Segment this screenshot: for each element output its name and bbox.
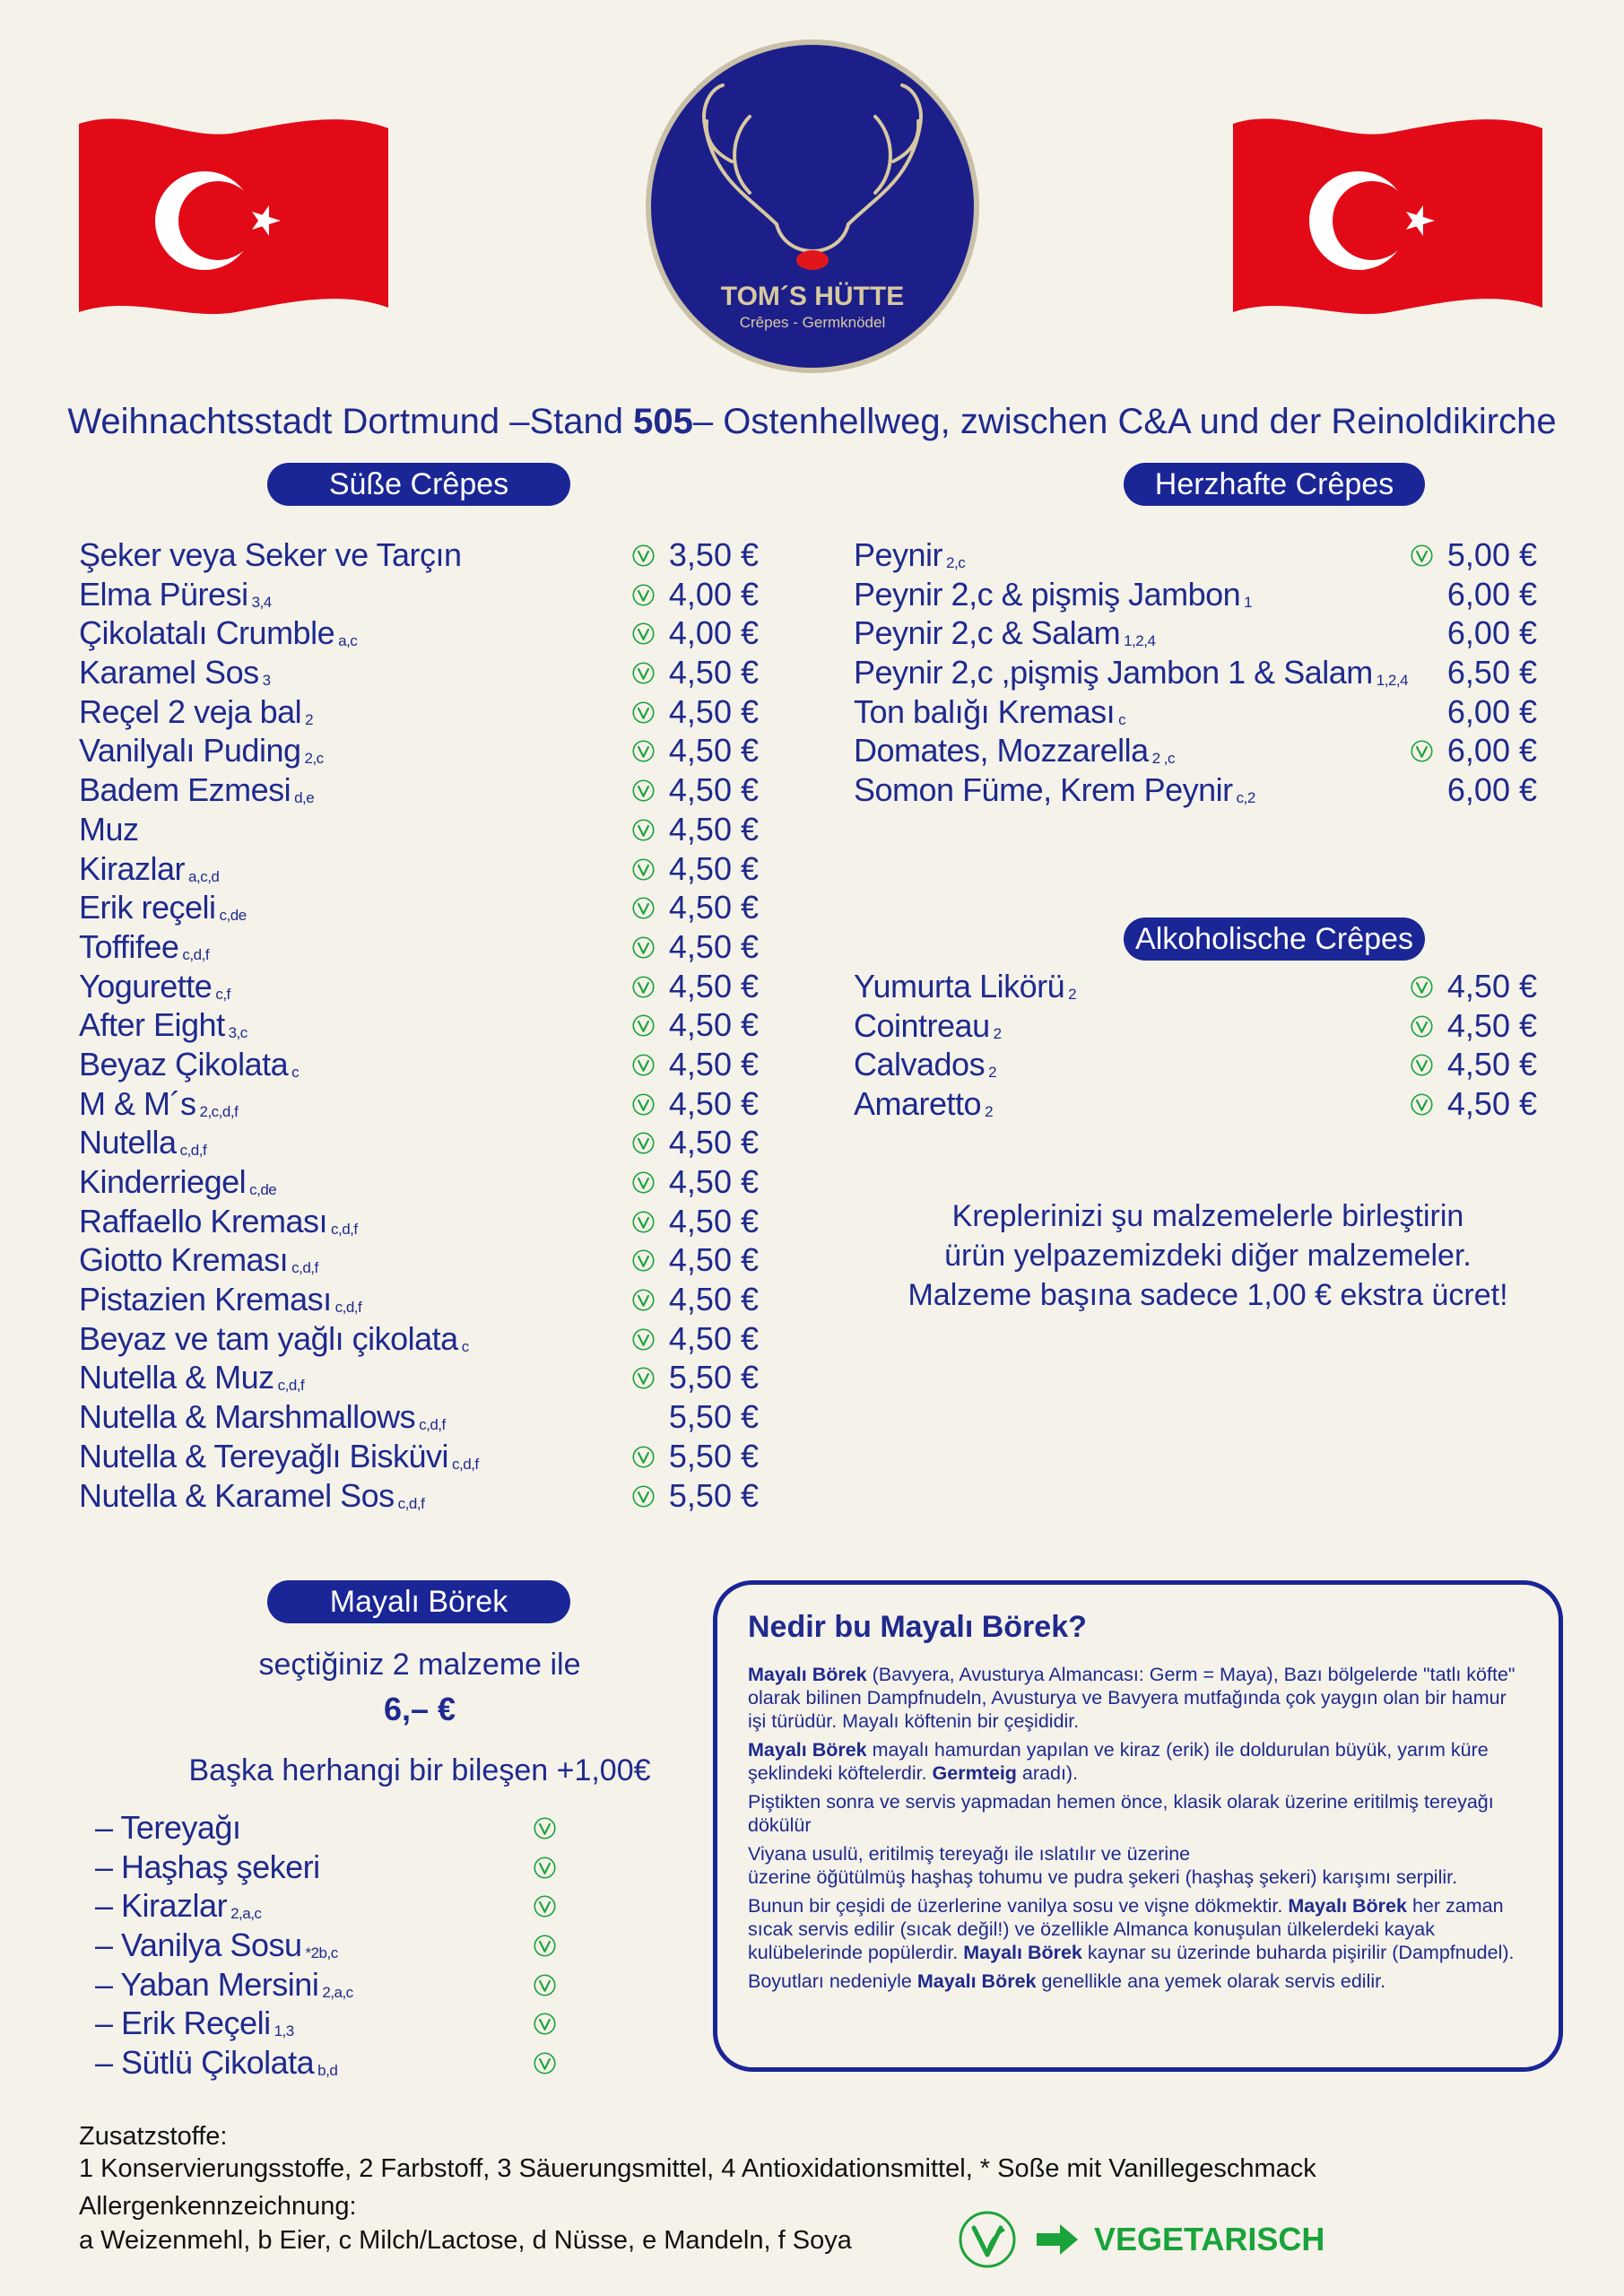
logo-brand: TOM´S HÜTTE bbox=[720, 282, 905, 311]
allergen-code: c,d,f bbox=[452, 1455, 479, 1473]
menu-item bbox=[79, 1202, 760, 1241]
menu-item bbox=[79, 1045, 760, 1084]
item-price: 4,50 € bbox=[668, 810, 759, 848]
item-name: Karamel Sos 3 bbox=[79, 654, 271, 691]
allergen-code: c,d,f bbox=[330, 1220, 358, 1238]
allergen-code: 2 bbox=[988, 1064, 997, 1082]
item-name: – Yaban Mersini 2,a,c bbox=[95, 1965, 353, 2003]
item-name: After Eight 3,c bbox=[79, 1006, 248, 1044]
item-name: Beyaz ve tam yağlı çikolata c bbox=[79, 1319, 469, 1357]
item-price: 4,50 € bbox=[668, 1124, 759, 1161]
allergen-code: 1,3 bbox=[274, 2022, 294, 2040]
item-name: Yumurta Likörü 2 bbox=[854, 968, 1077, 1004]
item-name: – Kirazlar 2,a,c bbox=[95, 1887, 262, 1925]
allergens-title: Allergenkennzeichnung: bbox=[79, 2192, 357, 2221]
menu-item bbox=[79, 849, 760, 889]
info-p5: üzerine öğütülmüş haşhaş tohumu ve pudra şekeri (haşhaş şekeri) karışımı serpilir. bbox=[748, 1866, 1458, 1888]
item-price: 5,50 € bbox=[668, 1398, 759, 1436]
allergen-code: 3,4 bbox=[251, 593, 272, 611]
item-name: Raffaello Kreması c,d,f bbox=[79, 1202, 358, 1239]
logo-tagline: Crêpes - Germknödel bbox=[739, 314, 886, 331]
menu-item bbox=[79, 1476, 760, 1516]
item-name: Cointreau 2 bbox=[854, 1006, 1002, 1044]
allergen-code: 2 bbox=[305, 710, 314, 728]
item-name: Reçel 2 veja bal 2 bbox=[79, 692, 314, 730]
pill-alcohol-crepes: Alkoholische Crêpes bbox=[1124, 918, 1425, 961]
menu-item bbox=[79, 1162, 760, 1202]
item-name: Nutella & Muz c,d,f bbox=[79, 1359, 305, 1396]
item-price: 6,00 € bbox=[1446, 614, 1537, 652]
item-price: 4,50 € bbox=[668, 1319, 759, 1357]
item-price: 4,00 € bbox=[668, 614, 759, 652]
menu-item bbox=[79, 967, 760, 1006]
item-name: – Haşhaş şekeri bbox=[95, 1848, 320, 1885]
menu-item bbox=[95, 1965, 597, 2005]
menu-item bbox=[79, 1240, 760, 1280]
item-price: 4,50 € bbox=[668, 927, 759, 965]
menu-item bbox=[79, 731, 760, 770]
allergen-code: c,d,f bbox=[397, 1494, 425, 1512]
allergen-code: c,d,f bbox=[277, 1377, 305, 1395]
arrow-right-icon bbox=[1035, 2222, 1080, 2257]
item-name: Kinderriegel c,de bbox=[79, 1163, 277, 1200]
menu-item bbox=[79, 888, 760, 927]
item-price: 4,50 € bbox=[668, 1202, 759, 1239]
item-price: 4,50 € bbox=[668, 1163, 759, 1200]
turkish-flag-right bbox=[1233, 115, 1542, 321]
menu-item bbox=[95, 1808, 597, 1848]
menu-item bbox=[854, 535, 1535, 575]
menu-item bbox=[79, 927, 760, 967]
item-price: 4,50 € bbox=[668, 654, 759, 691]
allergen-code: 3 bbox=[262, 672, 271, 690]
menu-item bbox=[854, 613, 1535, 653]
borek-toppings-list bbox=[95, 1808, 597, 2083]
item-name: Kirazlar a,c,d bbox=[79, 849, 220, 887]
menu-item bbox=[79, 1397, 760, 1437]
menu-item bbox=[79, 1005, 760, 1045]
allergen-code: b,d bbox=[317, 2062, 338, 2080]
item-name: Ton balığı Kreması c bbox=[854, 692, 1126, 730]
item-name: Somon Füme, Krem Peynir c,2 bbox=[854, 771, 1255, 809]
allergen-code: d,e bbox=[294, 789, 315, 807]
menu-item bbox=[854, 1045, 1535, 1084]
allergen-code: 2,a,c bbox=[322, 1983, 353, 2001]
allergen-code: c,de bbox=[219, 907, 247, 925]
item-price: 5,50 € bbox=[668, 1476, 759, 1514]
item-price: 4,50 € bbox=[668, 1241, 759, 1279]
menu-item bbox=[79, 1319, 760, 1359]
allergen-code: c,d,f bbox=[291, 1259, 318, 1277]
item-price: 4,50 € bbox=[1446, 1046, 1537, 1083]
allergen-code: 1,2,4 bbox=[1124, 632, 1156, 650]
item-name: Badem Ezmesi d,e bbox=[79, 771, 315, 809]
allergen-code: 2 ,c bbox=[1151, 750, 1176, 768]
vegetarian-icon bbox=[533, 1856, 557, 1880]
menu-item bbox=[79, 535, 760, 575]
item-price: 6,00 € bbox=[1446, 575, 1537, 613]
item-name: Calvados 2 bbox=[854, 1046, 997, 1083]
vegetarian-icon bbox=[533, 1934, 557, 1958]
item-name: Peynir 2,c & Salam 1,2,4 bbox=[854, 614, 1156, 652]
item-name: Nutella & Tereyağlı Bisküvi c,d,f bbox=[79, 1437, 479, 1474]
item-price: 4,50 € bbox=[668, 1084, 759, 1122]
info-p1: Mayalı Börek (Bavyera, Avusturya Almancası: Germ = Maya), Bazı bölgelerde "tatlı köfte" olarak bilinen Dampfnudeln, Avusturya ve Bavyera mutfağında çok yaygın olan bir hamur işi türüdür. Mayalı köftenin bir çeşididir. bbox=[748, 1664, 1515, 1732]
item-name: M & M´s 2,c,d,f bbox=[79, 1084, 239, 1122]
allergen-code: 2,a,c bbox=[230, 1905, 262, 1923]
menu-item bbox=[854, 770, 1535, 810]
info-title: Nedir bu Mayalı Börek? bbox=[748, 1610, 1087, 1644]
allergens-list: a Weizenmehl, b Eier, c Milch/Lactose, d Nüsse, e Mandeln, f Soya bbox=[79, 2226, 852, 2255]
borek-subtitle: seçtiğiniz 2 malzeme ile bbox=[258, 1648, 581, 1682]
menu-item bbox=[95, 2043, 597, 2083]
item-name: Toffifee c,d,f bbox=[79, 927, 210, 965]
item-name: Nutella & Karamel Sos c,d,f bbox=[79, 1476, 425, 1514]
allergen-code: 2 bbox=[1068, 986, 1077, 1003]
allergen-code: 2 bbox=[993, 1024, 1002, 1042]
item-price: 4,50 € bbox=[668, 1045, 759, 1083]
pill-savory-crepes: Herzhafte Crêpes bbox=[1124, 463, 1425, 506]
item-name: Çikolatalı Crumble a,c bbox=[79, 614, 358, 652]
item-name: Yogurette c,f bbox=[79, 967, 230, 1004]
item-name: – Vanilya Sosu *2b,c bbox=[95, 1926, 338, 1964]
vegetarian-icon bbox=[533, 1973, 557, 1997]
item-price: 3,50 € bbox=[668, 536, 759, 573]
info-p6: Bunun bir çeşidi de üzerlerine vanilya sosu ve vişne dökmektir. Mayalı Börek her zaman sıcak servis edilir (sıcak değil!) ve özellikle Almanca konuşulan ülkelerdeki kayak kulübelerinde popülerdir. Mayalı Börek kaynar su üzerinde buharda pişirilir (Dampfnudel). bbox=[748, 1895, 1515, 1963]
allergen-code: c,2 bbox=[1236, 789, 1255, 807]
alcohol-crepes-list bbox=[854, 967, 1535, 1124]
allergen-code: *2b,c bbox=[305, 1944, 338, 1962]
info-p2: Mayalı Börek mayalı hamurdan yapılan ve kiraz (erik) ile doldurulan büyük, yarım küre şeklindeki köftelerdir. Germteig aradı). bbox=[748, 1739, 1489, 1784]
borek-extra: Başka herhangi bir bileşen +1,00€ bbox=[188, 1753, 651, 1787]
item-price: 5,00 € bbox=[1446, 536, 1537, 573]
item-price: 4,50 € bbox=[668, 771, 759, 809]
item-price: 5,50 € bbox=[668, 1359, 759, 1396]
item-name: Nutella c,d,f bbox=[79, 1124, 207, 1161]
item-price: 4,50 € bbox=[1446, 1006, 1537, 1044]
menu-item bbox=[854, 653, 1535, 692]
item-price: 4,50 € bbox=[668, 1281, 759, 1318]
info-p7: Boyutları nedeniyle Mayalı Börek genellikle ana yemek olarak servis edilir. bbox=[748, 1970, 1386, 1992]
menu-item bbox=[854, 731, 1535, 770]
combine-note: Kreplerinizi şu malzemelerle birleştirin ürün yelpazemizdeki diğer malzemeler. Malzeme başına sadece 1,00 € ekstra ücret! bbox=[908, 1199, 1508, 1312]
allergen-code: c,f bbox=[215, 985, 230, 1003]
allergen-code: c,d,f bbox=[334, 1299, 362, 1317]
menu-item bbox=[854, 1006, 1535, 1046]
allergen-code: a,c,d bbox=[188, 867, 220, 885]
item-name: Erik reçeli c,de bbox=[79, 889, 247, 926]
allergen-code: 2,c bbox=[946, 554, 966, 571]
allergen-code: c bbox=[291, 1063, 300, 1081]
item-price: 6,00 € bbox=[1446, 732, 1537, 770]
item-name: Elma Püresi 3,4 bbox=[79, 575, 272, 613]
turkish-flag-left bbox=[79, 115, 388, 321]
item-name: Peynir 2,c ,pişmiş Jambon 1 & Salam 1,2,4 bbox=[854, 654, 1409, 691]
allergen-code: 2,c,d,f bbox=[199, 1102, 239, 1120]
pill-sweet-crepes: Süße Crêpes bbox=[267, 463, 570, 506]
menu-item bbox=[854, 575, 1535, 614]
item-name: Muz bbox=[79, 810, 139, 848]
item-name: – Tereyağı bbox=[95, 1809, 241, 1846]
sweet-crepes-list bbox=[79, 535, 760, 1515]
allergen-code: 1,2,4 bbox=[1376, 672, 1409, 690]
item-price: 6,00 € bbox=[1446, 692, 1537, 730]
menu-item bbox=[79, 653, 760, 692]
menu-item bbox=[79, 692, 760, 732]
vegetarian-icon bbox=[533, 2012, 557, 2036]
item-price: 4,50 € bbox=[668, 889, 759, 926]
item-price: 5,50 € bbox=[668, 1437, 759, 1474]
menu-item bbox=[79, 1123, 760, 1162]
allergen-code: c,de bbox=[249, 1181, 277, 1198]
menu-item bbox=[854, 1084, 1535, 1124]
item-price: 4,50 € bbox=[668, 967, 759, 1004]
allergen-code: 3,c bbox=[228, 1024, 248, 1042]
allergen-code: 1 bbox=[1244, 593, 1253, 611]
vegetarian-seal-icon bbox=[958, 2210, 1017, 2269]
vegetarian-icon bbox=[533, 1894, 557, 1918]
item-name: Peynir 2,c & pişmiş Jambon 1 bbox=[854, 575, 1253, 613]
info-p4: Viyana usulü, eritilmiş tereyağı ile ıslatılır ve üzerine bbox=[748, 1843, 1191, 1865]
additives-title: Zusatzstoffe: bbox=[79, 2122, 228, 2151]
vegetarian-label: VEGETARISCH bbox=[1094, 2221, 1325, 2257]
allergen-code: c,d,f bbox=[419, 1416, 446, 1434]
item-name: Domates, Mozzarella 2 ,c bbox=[854, 732, 1176, 770]
allergen-code: a,c bbox=[338, 632, 358, 650]
menu-item bbox=[854, 692, 1535, 732]
menu-item bbox=[79, 770, 760, 810]
item-name: Şeker veya Seker ve Tarçın bbox=[79, 536, 462, 573]
borek-price: 6,– € bbox=[383, 1691, 456, 1727]
menu-item bbox=[79, 575, 760, 614]
menu-item bbox=[95, 1926, 597, 1965]
menu-item bbox=[79, 1084, 760, 1124]
item-price: 4,50 € bbox=[668, 692, 759, 730]
info-p3: Piştikten sonra ve servis yapmadan hemen önce, klasik olarak üzerine eritilmiş tereyağı dökülür bbox=[748, 1791, 1494, 1836]
additives-list: 1 Konservierungsstoffe, 2 Farbstoff, 3 Säuerungsmittel, 4 Antioxidationsmittel, * Soße mit Vanillegeschmack bbox=[79, 2154, 1316, 2183]
item-name: Pistazien Kreması c,d,f bbox=[79, 1281, 362, 1318]
item-name: Nutella & Marshmallows c,d,f bbox=[79, 1398, 446, 1436]
item-price: 4,50 € bbox=[668, 849, 759, 887]
allergen-code: c,d,f bbox=[179, 1142, 207, 1160]
allergen-code: c bbox=[1118, 710, 1126, 728]
item-name: – Sütlü Çikolata b,d bbox=[95, 2044, 338, 2082]
item-price: 4,50 € bbox=[1446, 1085, 1537, 1123]
menu-item bbox=[79, 613, 760, 653]
menu-item bbox=[79, 1437, 760, 1476]
menu-item bbox=[79, 1358, 760, 1397]
item-price: 4,50 € bbox=[668, 732, 759, 770]
vegetarian-legend bbox=[958, 2208, 1324, 2271]
savory-crepes-list bbox=[854, 535, 1535, 810]
item-price: 6,50 € bbox=[1446, 654, 1537, 691]
item-name: Beyaz Çikolata c bbox=[79, 1045, 300, 1083]
item-name: Vanilyalı Puding 2,c bbox=[79, 732, 324, 770]
menu-item bbox=[79, 810, 760, 849]
menu-item bbox=[95, 1848, 597, 1887]
item-price: 6,00 € bbox=[1446, 771, 1537, 809]
allergen-code: c bbox=[461, 1337, 469, 1355]
item-name: Giotto Kreması c,d,f bbox=[79, 1241, 318, 1279]
item-name: Amaretto 2 bbox=[854, 1085, 994, 1123]
toms-huette-logo bbox=[642, 36, 983, 377]
item-price: 4,50 € bbox=[1446, 968, 1537, 1004]
item-price: 4,50 € bbox=[668, 1006, 759, 1044]
vegetarian-icon bbox=[533, 1816, 557, 1840]
menu-item bbox=[79, 1280, 760, 1319]
menu-item bbox=[854, 967, 1535, 1006]
item-name: – Erik Reçeli 1,3 bbox=[95, 2005, 294, 2042]
menu-item bbox=[95, 2004, 597, 2043]
borek-info-box bbox=[713, 1580, 1563, 2072]
allergen-code: c,d,f bbox=[182, 945, 210, 963]
allergen-code: 2 bbox=[985, 1103, 994, 1121]
menu-item bbox=[95, 1886, 597, 1926]
pill-borek: Mayalı Börek bbox=[267, 1580, 570, 1623]
item-price: 4,00 € bbox=[668, 575, 759, 613]
headline: Weihnachtsstadt Dortmund –Stand 505– Ostenhellweg, zwischen C&A und der Reinoldikirche bbox=[67, 402, 1557, 441]
item-name: Peynir 2,c bbox=[854, 536, 966, 573]
allergen-code: 2,c bbox=[304, 750, 324, 768]
vegetarian-icon bbox=[533, 2051, 557, 2075]
